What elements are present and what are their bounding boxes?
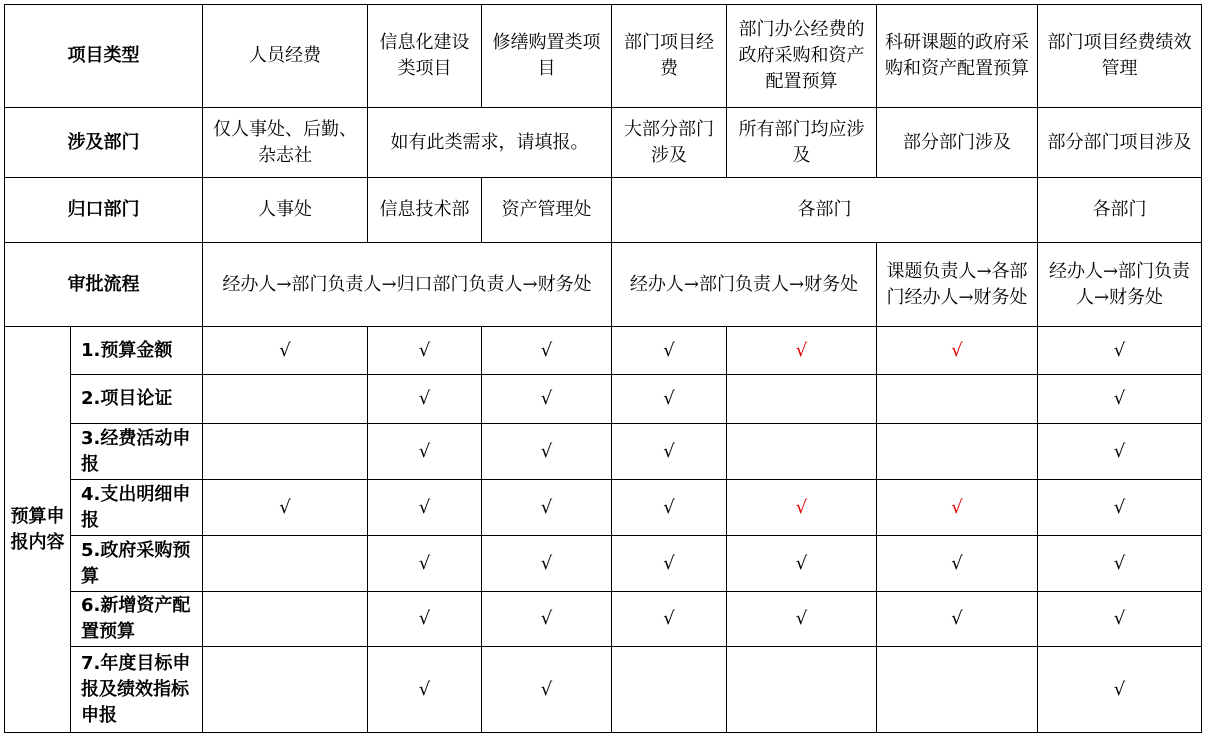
check-cell: √ bbox=[368, 424, 482, 480]
check-cell: √ bbox=[1038, 480, 1202, 536]
check-cell: √ bbox=[482, 647, 612, 733]
budget-item-label: 7.年度目标申报及绩效指标申报 bbox=[71, 647, 203, 733]
col-header-research-procurement: 科研课题的政府采购和资产配置预算 bbox=[877, 5, 1038, 108]
col-header-personnel: 人员经费 bbox=[203, 5, 368, 108]
approval-cell: 经办人→部门负责人→财务处 bbox=[612, 243, 877, 327]
budget-row bbox=[5, 327, 1202, 375]
check-cell: √ bbox=[482, 536, 612, 592]
check-cell-highlight: √ bbox=[877, 327, 1038, 375]
row-label-approval: 审批流程 bbox=[5, 243, 203, 327]
check-cell: √ bbox=[482, 375, 612, 424]
check-cell: √ bbox=[368, 480, 482, 536]
budget-group-label: 预算申报内容 bbox=[5, 327, 71, 733]
check-cell-highlight: √ bbox=[877, 480, 1038, 536]
check-cell: √ bbox=[1038, 424, 1202, 480]
check-cell: √ bbox=[482, 592, 612, 647]
budget-item-label: 2.项目论证 bbox=[71, 375, 203, 424]
dept-cell: 仅人事处、后勤、杂志社 bbox=[203, 108, 368, 178]
check-cell: √ bbox=[482, 327, 612, 375]
budget-item-label: 6.新增资产配置预算 bbox=[71, 592, 203, 647]
check-cell bbox=[203, 536, 368, 592]
check-cell: √ bbox=[877, 536, 1038, 592]
budget-row bbox=[5, 375, 1202, 424]
check-cell: √ bbox=[482, 424, 612, 480]
budget-row bbox=[5, 424, 1202, 480]
dept-row bbox=[5, 108, 1202, 178]
dept-cell: 如有此类需求，请填报。 bbox=[368, 108, 612, 178]
check-cell: √ bbox=[368, 375, 482, 424]
header-row bbox=[5, 5, 1202, 108]
check-cell: √ bbox=[1038, 536, 1202, 592]
owner-cell: 资产管理处 bbox=[482, 178, 612, 243]
row-label-dept: 涉及部门 bbox=[5, 108, 203, 178]
check-cell: √ bbox=[612, 536, 727, 592]
check-cell bbox=[203, 647, 368, 733]
budget-row bbox=[5, 536, 1202, 592]
check-cell bbox=[877, 375, 1038, 424]
check-cell bbox=[727, 424, 877, 480]
dept-cell: 部分部门涉及 bbox=[877, 108, 1038, 178]
owner-row bbox=[5, 178, 1202, 243]
approval-cell: 课题负责人→各部门经办人→财务处 bbox=[877, 243, 1038, 327]
budget-row bbox=[5, 480, 1202, 536]
check-cell-highlight: √ bbox=[727, 480, 877, 536]
check-cell bbox=[877, 424, 1038, 480]
dept-cell: 部分部门项目涉及 bbox=[1038, 108, 1202, 178]
check-cell: √ bbox=[368, 536, 482, 592]
check-cell bbox=[203, 375, 368, 424]
dept-cell: 大部分部门涉及 bbox=[612, 108, 727, 178]
check-cell: √ bbox=[1038, 327, 1202, 375]
check-cell bbox=[877, 647, 1038, 733]
budget-item-label: 1.预算金额 bbox=[71, 327, 203, 375]
check-cell: √ bbox=[482, 480, 612, 536]
check-cell: √ bbox=[203, 327, 368, 375]
check-cell: √ bbox=[727, 592, 877, 647]
check-cell: √ bbox=[612, 480, 727, 536]
check-cell bbox=[612, 647, 727, 733]
check-cell bbox=[203, 424, 368, 480]
check-cell: √ bbox=[612, 327, 727, 375]
col-header-dept-project: 部门项目经费 bbox=[612, 5, 727, 108]
check-cell bbox=[727, 647, 877, 733]
budget-row bbox=[5, 592, 1202, 647]
col-header-office-procurement: 部门办公经费的政府采购和资产配置预算 bbox=[727, 5, 877, 108]
check-cell: √ bbox=[1038, 592, 1202, 647]
approval-row bbox=[5, 243, 1202, 327]
check-cell: √ bbox=[1038, 375, 1202, 424]
check-cell: √ bbox=[368, 647, 482, 733]
check-cell bbox=[203, 592, 368, 647]
check-cell: √ bbox=[612, 592, 727, 647]
check-cell: √ bbox=[612, 375, 727, 424]
budget-item-label: 5.政府采购预算 bbox=[71, 536, 203, 592]
check-cell: √ bbox=[368, 592, 482, 647]
approval-cell: 经办人→部门负责人→财务处 bbox=[1038, 243, 1202, 327]
row-label-project-type: 项目类型 bbox=[5, 5, 203, 108]
col-header-repair: 修缮购置类项目 bbox=[482, 5, 612, 108]
col-header-performance: 部门项目经费绩效管理 bbox=[1038, 5, 1202, 108]
row-label-owner: 归口部门 bbox=[5, 178, 203, 243]
check-cell: √ bbox=[368, 327, 482, 375]
check-cell: √ bbox=[877, 592, 1038, 647]
owner-cell: 信息技术部 bbox=[368, 178, 482, 243]
owner-cell: 各部门 bbox=[1038, 178, 1202, 243]
dept-cell: 所有部门均应涉及 bbox=[727, 108, 877, 178]
check-cell: √ bbox=[1038, 647, 1202, 733]
owner-cell: 人事处 bbox=[203, 178, 368, 243]
budget-row bbox=[5, 647, 1202, 733]
check-cell: √ bbox=[203, 480, 368, 536]
check-cell-highlight: √ bbox=[727, 327, 877, 375]
budget-item-label: 4.支出明细申报 bbox=[71, 480, 203, 536]
check-cell: √ bbox=[727, 536, 877, 592]
check-cell: √ bbox=[612, 424, 727, 480]
owner-cell: 各部门 bbox=[612, 178, 1038, 243]
budget-item-label: 3.经费活动申报 bbox=[71, 424, 203, 480]
check-cell bbox=[727, 375, 877, 424]
col-header-it: 信息化建设类项目 bbox=[368, 5, 482, 108]
budget-matrix-table bbox=[4, 4, 1202, 733]
approval-cell: 经办人→部门负责人→归口部门负责人→财务处 bbox=[203, 243, 612, 327]
